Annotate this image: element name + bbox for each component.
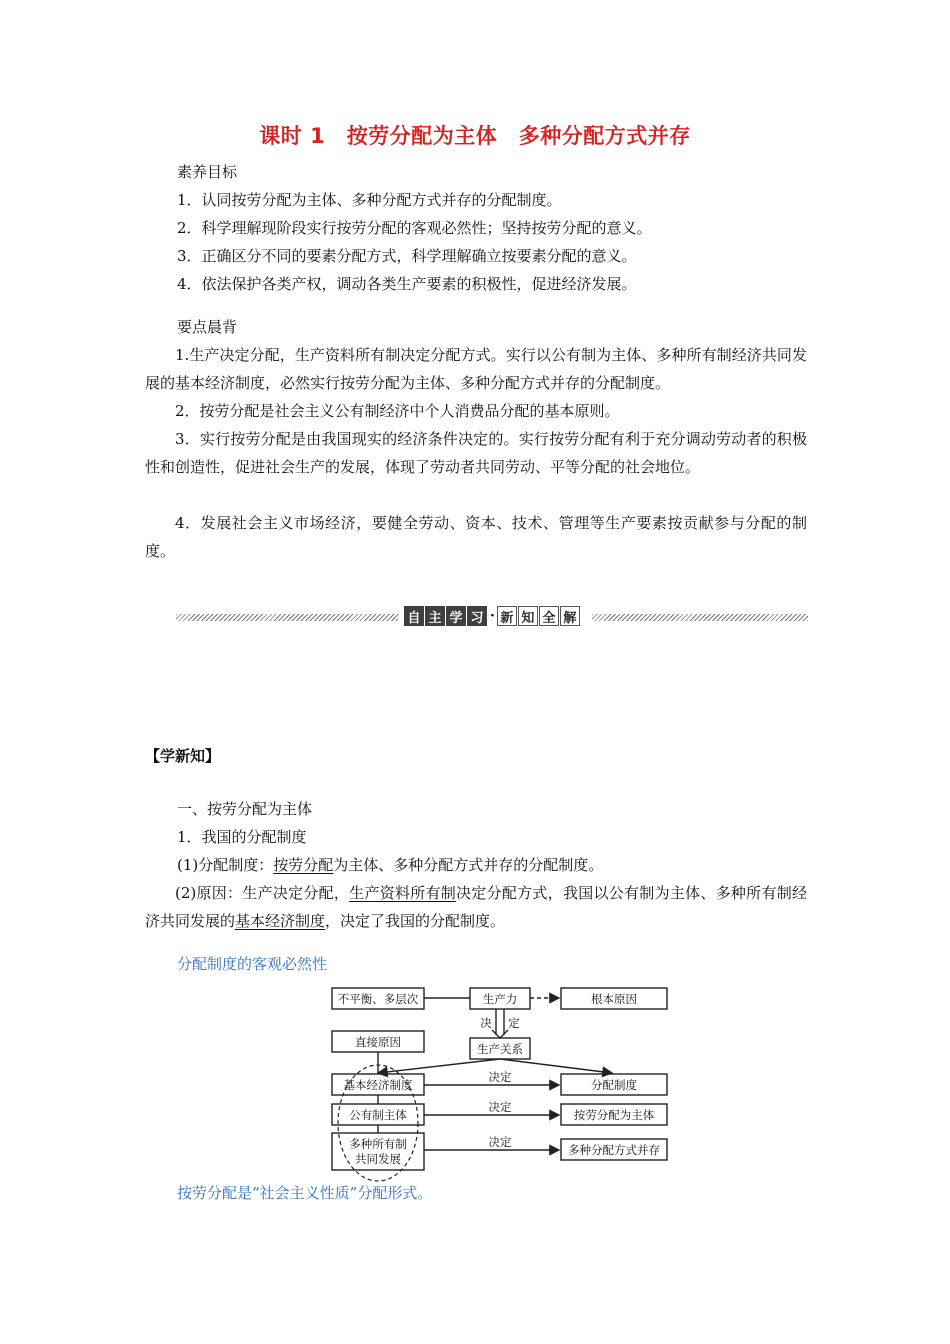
banner-separator: · <box>490 608 495 624</box>
p2-prefix: (2)原因：生产决定分配， <box>175 884 350 902</box>
banner-char: 学 <box>446 606 466 626</box>
p2-underline-2: 基本经济制度 <box>235 912 326 930</box>
recite-item: 1.生产决定分配，生产资料所有制决定分配方式。实行以公有制为主体、多种所有制经济共同发展的基本经济制度，必然实行按劳分配为主体、多种分配方式并存的分配制度。 <box>145 346 807 392</box>
footer-note: 按劳分配是“社会主义性质”分配形式。 <box>177 1184 433 1202</box>
learn-heading: 【学新知】 <box>145 747 221 765</box>
banner-char: 主 <box>425 606 445 626</box>
goal-item: 4．依法保护各类产权，调动各类生产要素的积极性，促进经济发展。 <box>177 275 637 293</box>
banner-char: 解 <box>560 606 580 626</box>
goal-item: 1．认同按劳分配为主体、多种分配方式并存的分配制度。 <box>177 191 562 209</box>
p2-underline-1: 生产资料所有制 <box>349 884 457 902</box>
recite-item: 4．发展社会主义市场经济，要健全劳动、资本、技术、管理等生产要素按贡献参与分配的制度。 <box>145 514 807 560</box>
box-label: 按劳分配为主体 <box>573 1108 655 1122</box>
recite-item: 2．按劳分配是社会主义公有制经济中个人消费品分配的基本原则。 <box>175 402 620 420</box>
box-label: 生产力 <box>482 992 518 1006</box>
banner-char: 全 <box>539 606 559 626</box>
section-title: 一、按劳分配为主体 <box>177 800 313 818</box>
arrow-to-basic <box>378 1059 500 1073</box>
box-label: 根本原因 <box>591 992 637 1006</box>
banner-char: 新 <box>497 606 517 626</box>
box-label: 多种分配方式并存 <box>568 1143 660 1157</box>
goal-item: 2．科学理解现阶段实行按劳分配的客观必然性；坚持按劳分配的意义。 <box>177 219 652 237</box>
p1-prefix: (1)分配制度： <box>177 856 274 874</box>
decide-label: 决定 <box>488 1100 512 1114</box>
decide-label: 决 <box>480 1016 492 1030</box>
p1-underline: 按劳分配 <box>273 856 334 874</box>
goal-item: 3．正确区分不同的要素分配方式，科学理解确立按要素分配的意义。 <box>177 247 637 265</box>
banner-char: 习 <box>467 606 487 626</box>
sub-title: 1．我国的分配制度 <box>177 828 307 846</box>
p1-suffix: 为主体、多种分配方式并存的分配制度。 <box>333 856 604 874</box>
box-label: 基本经济制度 <box>343 1078 413 1092</box>
p2-mid: 决定分配方式，我国以公有制为主体、多种所有制经济共同发展的 <box>145 884 807 930</box>
recite-heading: 要点晨背 <box>177 318 238 336</box>
double-arrow-head <box>492 1030 508 1038</box>
box-label: 生产关系 <box>477 1042 523 1056</box>
box-label: 分配制度 <box>591 1078 637 1092</box>
decide-label: 决定 <box>488 1070 512 1084</box>
arrow-to-distribution <box>500 1059 612 1073</box>
banner-char: 知 <box>518 606 538 626</box>
recite-item: 3．实行按劳分配是由我国现实的经济条件决定的。实行按劳分配有利于充分调动劳动者的积极性和创造性，促进社会生产的发展，体现了劳动者共同劳动、平等分配的社会地位。 <box>145 430 807 476</box>
box-label: 公有制主体 <box>349 1108 407 1122</box>
banner-char: 自 <box>404 606 424 626</box>
box-label: 不平衡、多层次 <box>337 992 419 1006</box>
diagram-caption: 分配制度的客观必然性 <box>177 955 328 973</box>
goals-heading: 素养目标 <box>177 163 238 181</box>
decide-label: 定 <box>508 1016 520 1030</box>
box-label: 多种所有制 <box>349 1137 407 1151</box>
decide-label: 决定 <box>488 1135 512 1149</box>
p2-suffix: ，决定了我国的分配制度。 <box>325 912 506 930</box>
page-title: 课时 1 按劳分配为主体 多种分配方式并存 <box>259 124 691 148</box>
box-label: 直接原因 <box>355 1035 401 1049</box>
box-label: 共同发展 <box>355 1152 401 1166</box>
